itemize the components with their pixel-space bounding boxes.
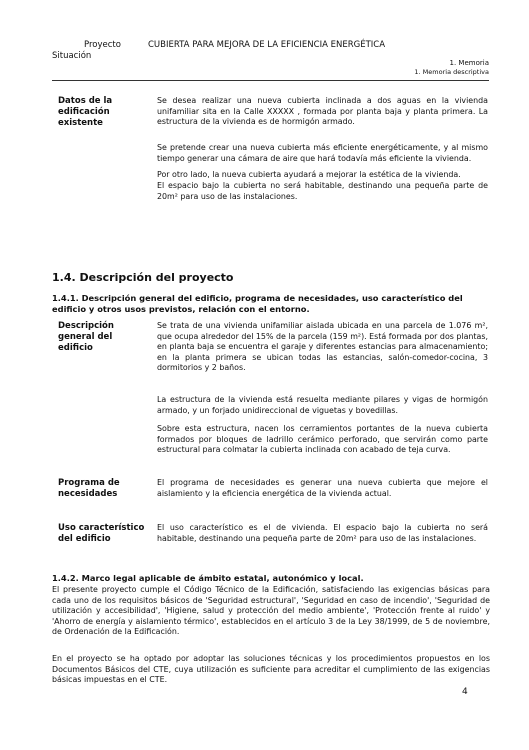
programa-label: Programa de necesidades: [58, 478, 120, 499]
descripcion-paragraph-2: La estructura de la vivienda está resuelta mediante pilares y vigas de hormigón armado, y un forjado unidireccional de viguetas y bovedillas.: [157, 395, 488, 415]
section-1-4-2-title: 1.4.2. Marco legal aplicable de ámbito estatal, autonómico y local.: [52, 573, 364, 583]
descripcion-paragraph-3: Sobre esta estructura, nacen los cerramientos portantes de la nueva cubierta formados por bloques de ladrillo cerámico perforado, que servirán como parte estructural para colmatar la cubierta inclinada con acabado de teja curva.: [157, 424, 488, 454]
programa-paragraph: El programa de necesidades es generar una nueva cubierta que mejore el aislamiento y la eficiencia energética de la vivienda actual.: [157, 478, 488, 498]
uso-paragraph: El uso característico es el de vivienda. El espacio bajo la cubierta no será habitable, destinando una pequeña parte de 20m² para uso de las instalaciones.: [157, 523, 488, 543]
uso-label: Uso característico del edificio: [58, 523, 145, 544]
descripcion-paragraph-1: Se trata de una vivienda unifamiliar aislada ubicada en una parcela de 1.076 m², que ocupa alrededor del 15% de la parcela (159 m²). Está formada por dos plantas, en planta baja se encuentra el garaje y diferentes estancias para almacenamiento; en la planta primera se ubican todas las estancias, salón-comedor-cocina, 3 dormitorios y 2 baños.: [157, 321, 488, 372]
page-number: 4: [462, 687, 468, 697]
datos-label: Datos de la edificación existente: [58, 96, 113, 128]
datos-paragraph-3: Por otro lado, la nueva cubierta ayudará a mejorar la estética de la vivienda.: [157, 170, 461, 179]
marco-legal-paragraph-1: El presente proyecto cumple el Código Técnico de la Edificación, satisfaciendo las exigencias básicas para cada uno de los requisitos básicos de 'Seguridad estructural', 'Seguridad en caso de incendio', 'Seguridad de utilización y accesibilidad', 'Higiene, salud y protección del medio ambiente', 'Protección frente al ruido' y 'Ahorro de energía y aislamiento térmico', establecidos en el artículo 3 de la Ley 38/1999, de 5 de noviembre, de Ordenación de la Edificación.: [52, 585, 490, 636]
datos-paragraph-4: El espacio bajo la cubierta no será habitable, destinando una pequeña parte de 20m² para uso de las instalaciones.: [157, 181, 488, 201]
section-1-4-title: 1.4. Descripción del proyecto: [52, 271, 234, 284]
datos-paragraph-1: Se desea realizar una nueva cubierta inclinada a dos aguas en la vivienda unifamiliar sita en la Calle XXXXX , formada por planta baja y planta primera. La estructura de la vivienda es de hormigón armado.: [157, 96, 488, 126]
header-proyecto-label: Proyecto: [84, 40, 121, 50]
header-section: 1. Memoria: [449, 59, 489, 67]
header-project-title: CUBIERTA PARA MEJORA DE LA EFICIENCIA ENERGÉTICA: [148, 40, 386, 50]
descripcion-label: Descripción general del edificio: [58, 321, 114, 353]
datos-paragraph-2: Se pretende crear una nueva cubierta más eficiente energéticamente, y al mismo tiempo generar una cámara de aire que hará todavía más eficiente la vivienda.: [157, 143, 488, 163]
section-1-4-1-title: 1.4.1. Descripción general del edificio, programa de necesidades, uso característico del edificio y otros usos previstos, relación con el entorno.: [52, 293, 463, 314]
header-subsection: 1. Memoria descriptiva: [414, 68, 489, 76]
header-divider: [52, 80, 489, 81]
marco-legal-paragraph-2: En el proyecto se ha optado por adoptar las soluciones técnicas y los procedimientos propuestos en los Documentos Básicos del CTE, cuya utilización es suficiente para acreditar el cumplimiento de las exigencias básicas impuestas en el CTE.: [52, 654, 490, 684]
header-situacion-label: Situación: [52, 51, 92, 61]
